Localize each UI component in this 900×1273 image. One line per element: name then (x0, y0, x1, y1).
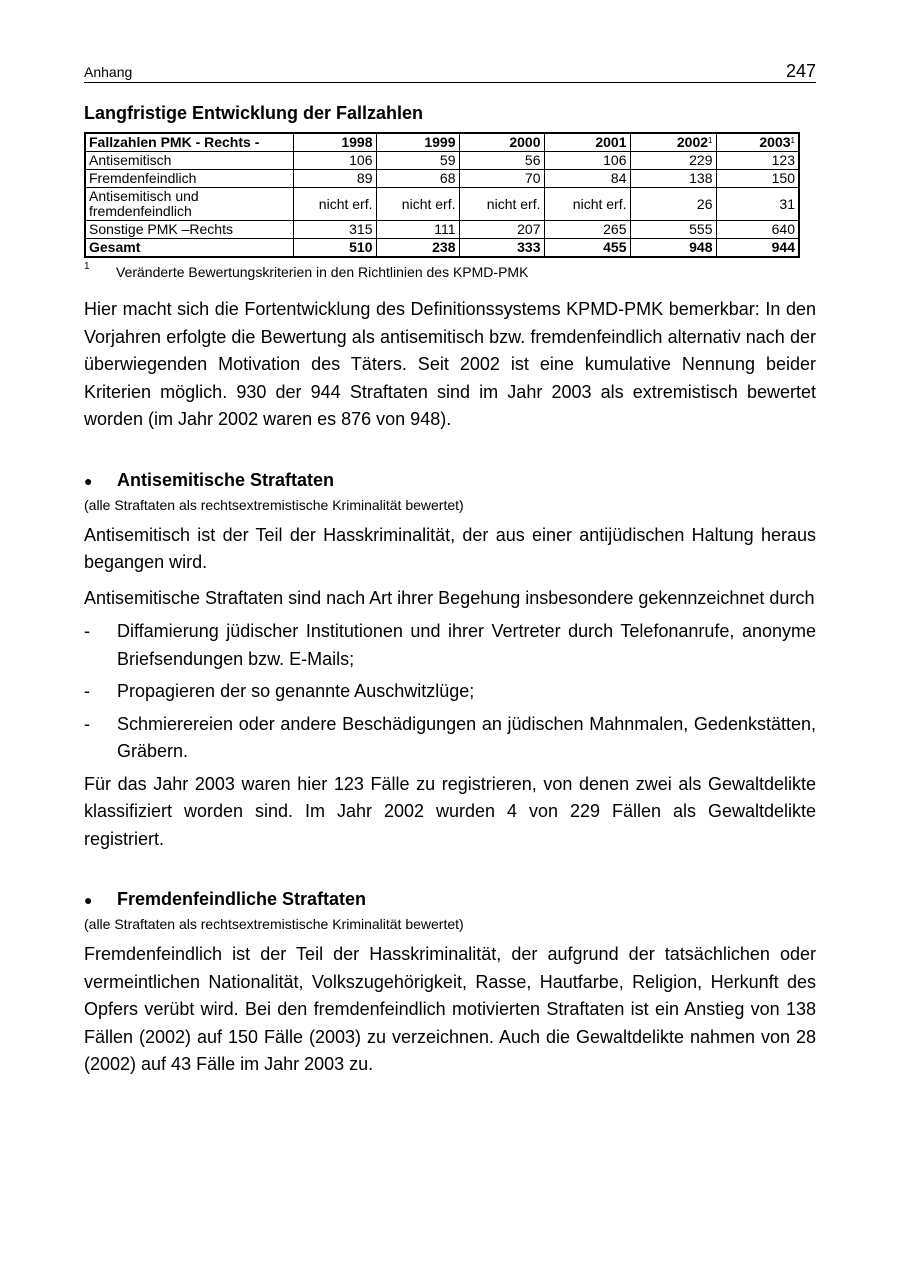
table-footnote (84, 261, 816, 280)
table-cell: 123 (716, 152, 799, 170)
footnote-marker: 1 (790, 136, 795, 145)
table-title: Langfristige Entwicklung der Fallzahlen (84, 103, 424, 123)
table-cell: 56 (459, 152, 544, 170)
list-item-text: Diffamierung jüdischer Institutionen und ihrer Vertreter durch Telefonanrufe, anonyme Briefsendungen bzw. E-Mails; (117, 621, 816, 669)
section-note: (alle Straftaten als rechtsextremistische Kriminalität bewertet) (84, 916, 464, 932)
table-cell: 138 (630, 170, 716, 188)
table-cell: nicht erf. (544, 188, 630, 221)
characteristics-list (84, 618, 816, 766)
table-total-row (85, 239, 799, 258)
table-cell: 944 (716, 239, 799, 258)
table-cell: 207 (459, 221, 544, 239)
table-cell: 333 (459, 239, 544, 258)
intro-paragraph: Hier macht sich die Fortentwicklung des Definitionssystems KPMD-PMK bemerkbar: In den Vorjahren erfolgte die Bewertung als antisemitisch bzw. fremdenfeindlich alternativ nach der überwiegenden Motivation des Täters. Seit 2002 ist eine kumulative Nennung beider Kriterien möglich. 930 der 944 Straftaten sind im Jahr 2003 als extremistisch bewertet worden (im Jahr 2002 waren es 876 von 948). (84, 299, 816, 429)
dash-marker: - (84, 713, 90, 734)
table-row (85, 152, 799, 170)
page-number: 247 (785, 61, 816, 81)
table-cell: 555 (630, 221, 716, 239)
row-label: Gesamt (85, 239, 293, 258)
table-cell: 948 (630, 239, 716, 258)
definition-paragraph: Antisemitisch ist der Teil der Hasskriminalität, der aus einer antijüdischen Haltung heraus begangen wird. (84, 524, 816, 572)
document-page (84, 62, 816, 1079)
column-header: 1999 (376, 133, 459, 152)
section-note: (alle Straftaten als rechtsextremistische Kriminalität bewertet) (84, 496, 464, 513)
header-section-label: Anhang (84, 64, 133, 80)
bullet-icon: ● (84, 892, 93, 908)
table-cell: 70 (459, 170, 544, 188)
table-cell: 68 (376, 170, 459, 188)
table-cell: 510 (293, 239, 376, 258)
column-header-label: 2003 (759, 134, 791, 150)
footnote-marker: 1 (708, 136, 713, 145)
column-header (716, 133, 799, 152)
column-header (630, 133, 716, 152)
table-row (85, 170, 799, 188)
case-count-table (84, 132, 800, 258)
list-item (84, 618, 816, 673)
table-cell: 315 (293, 221, 376, 239)
column-header: 2001 (544, 133, 630, 152)
table-cell: 229 (630, 152, 716, 170)
table-header-row (85, 133, 799, 152)
table-cell: 26 (630, 188, 716, 221)
footnote-text: Veränderte Bewertungskriterien in den Richtlinien des KPMD-PMK (116, 264, 529, 280)
table-row (85, 221, 799, 239)
list-item-text: Schmierereien oder andere Beschädigungen an jüdischen Mahnmalen, Gedenkstätten, Gräbern. (117, 713, 816, 761)
section-title: Fremdenfeindliche Straftaten (117, 889, 367, 909)
list-item (84, 678, 816, 706)
section-title: Antisemitische Straftaten (117, 469, 335, 490)
running-header (84, 62, 816, 83)
column-header: 2000 (459, 133, 544, 152)
table-cell: 455 (544, 239, 630, 258)
bullet-icon: ● (84, 472, 93, 489)
list-item (84, 711, 816, 766)
table-cell: 89 (293, 170, 376, 188)
characteristics-paragraph: Antisemitische Straftaten sind nach Art ihrer Begehung insbesondere gekennzeichnet durch (84, 587, 815, 608)
table-cell: 31 (716, 188, 799, 221)
table-cell: 111 (376, 221, 459, 239)
table-cell: 265 (544, 221, 630, 239)
column-header: Fallzahlen PMK - Rechts - (85, 133, 293, 152)
section-heading-antisemitic (84, 470, 816, 491)
row-label: Fremdenfeindlich (85, 170, 293, 188)
table-row (85, 188, 799, 221)
row-label: Antisemitisch und fremdenfeindlich (85, 188, 293, 221)
column-header: 1998 (293, 133, 376, 152)
statistics-paragraph: Für das Jahr 2003 waren hier 123 Fälle zu registrieren, von denen zwei als Gewaltdelikte klassifiziert worden sind. Im Jahr 2002 wurden 4 von 229 Fällen als Gewaltdelikte registriert. (84, 773, 816, 849)
row-label: Antisemitisch (85, 152, 293, 170)
row-label: Sonstige PMK –Rechts (85, 221, 293, 239)
definition-paragraph: Fremdenfeindlich ist der Teil der Hasskriminalität, der aufgrund der tatsächlichen oder vermeintlichen Nationalität, Volkszugehörigkeit, Rasse, Hautfarbe, Religion, Herkunft des Opfers verübt wird. Bei den fremdenfeindlich motivierten Straftaten ist ein Anstieg von 138 Fällen (2002) auf 150 Fälle (2003) zu verzeichnen. Auch die Gewaltdelikte nahmen von 28 (2002) auf 43 Fälle im Jahr 2003 zu. (84, 944, 816, 1074)
table-cell: 59 (376, 152, 459, 170)
list-item-text: Propagieren der so genannte Auschwitzlüge; (117, 681, 475, 701)
table-cell: nicht erf. (459, 188, 544, 221)
column-header-label: 2002 (676, 134, 709, 150)
dash-marker: - (84, 681, 90, 701)
table-cell: 640 (716, 221, 799, 239)
table-cell: nicht erf. (293, 188, 376, 221)
table-cell: 238 (376, 239, 459, 258)
table-cell: 84 (544, 170, 630, 188)
dash-marker: - (84, 621, 90, 641)
table-cell: 106 (293, 152, 376, 170)
table-cell: nicht erf. (376, 188, 459, 221)
section-heading-xenophobic (84, 889, 816, 910)
table-cell: 106 (544, 152, 630, 170)
table-cell: 150 (716, 170, 799, 188)
footnote-number: 1 (84, 261, 90, 272)
